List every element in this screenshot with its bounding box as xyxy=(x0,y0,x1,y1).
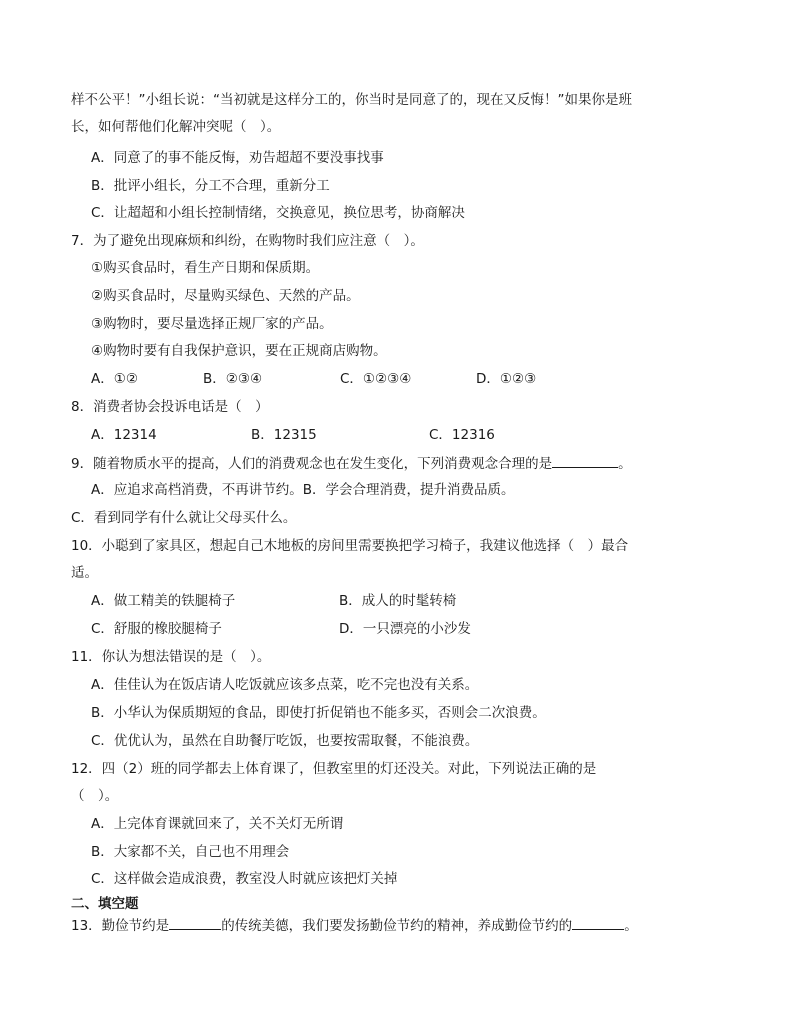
q7-item-4: ④购物时要有自我保护意识，要在正规商店购物。 xyxy=(91,343,387,359)
q10-option-d: D．一只漂亮的小沙发 xyxy=(339,621,471,637)
q9-options-ab: A．应追求高档消费，不再讲节约。B．学会合理消费，提升消费品质。 xyxy=(91,482,515,498)
q11-option-a: A．佳佳认为在饭店请人吃饭就应该多点菜，吃不完也没有关系。 xyxy=(91,677,479,693)
q10-stem-line2: 适。 xyxy=(71,565,98,581)
q11-option-b: B．小华认为保质期短的食品，即使打折促销也不能多买，否则会二次浪费。 xyxy=(91,705,546,721)
q13-text-2: 的传统美德，我们要发扬勤俭节约的精神，养成勤俭节约的 xyxy=(221,918,573,934)
q13-text-3: 。 xyxy=(624,918,638,934)
q6-option-b: B．批评小组长，分工不合理，重新分工 xyxy=(91,178,330,194)
q9-option-c: C．看到同学有什么就让父母买什么。 xyxy=(71,510,297,526)
q7-item-2: ②购买食品时，尽量购买绿色、天然的产品。 xyxy=(91,288,360,304)
q7-option-c: C．①②③④ xyxy=(340,371,412,387)
q10-option-b: B．成人的时髦转椅 xyxy=(339,593,457,609)
q6-stem-line1: 样不公平！”小组长说：“当初就是这样分工的，你当时是同意了的，现在又反悔！”如果你是班 xyxy=(71,92,632,108)
q10-stem-line1: 10．小聪到了家具区，想起自己木地板的房间里需要换把学习椅子，我建议他选择（ ）最合 xyxy=(71,538,629,554)
q12-option-b: B．大家都不关，自己也不用理会 xyxy=(91,844,290,860)
q9-stem-end: 。 xyxy=(618,456,632,472)
q7-item-1: ①购买食品时，看生产日期和保质期。 xyxy=(91,260,320,276)
q6-stem-line2: 长，如何帮他们化解冲突呢（ ）。 xyxy=(71,119,281,135)
q13-text-1: 13．勤俭节约是 xyxy=(71,918,170,934)
q13-blank-1[interactable] xyxy=(169,915,221,930)
q7-option-b: B．②③④ xyxy=(203,371,263,387)
q7-option-a: A．①② xyxy=(91,371,138,387)
q7-item-3: ③购物时，要尽量选择正规厂家的产品。 xyxy=(91,316,333,332)
q12-stem-line2: （ ）。 xyxy=(71,788,119,804)
q11-stem: 11．你认为想法错误的是（ ）。 xyxy=(71,649,271,665)
q10-option-c: C．舒服的橡胶腿椅子 xyxy=(91,621,222,637)
q13-blank-2[interactable] xyxy=(572,915,624,930)
q6-option-a: A．同意了的事不能反悔，劝告超超不要没事找事 xyxy=(91,150,384,166)
q9-stem xyxy=(71,453,632,474)
q9-answer-blank[interactable] xyxy=(552,453,618,468)
q13-stem xyxy=(71,915,638,936)
q10-option-a: A．做工精美的铁腿椅子 xyxy=(91,593,236,609)
q12-option-a: A．上完体育课就回来了，关不关灯无所谓 xyxy=(91,816,344,832)
q8-stem: 8．消费者协会投诉电话是（ ） xyxy=(71,399,269,415)
q12-stem-line1: 12．四（2）班的同学都去上体育课了，但教室里的灯还没关。对此，下列说法正确的是 xyxy=(71,761,597,777)
q8-option-a: A．12314 xyxy=(91,427,157,443)
q7-option-d: D．①②③ xyxy=(476,371,537,387)
q6-option-c: C．让超超和小组长控制情绪，交换意见，换位思考，协商解决 xyxy=(91,205,465,221)
q8-option-b: B．12315 xyxy=(251,427,317,443)
q8-option-c: C．12316 xyxy=(429,427,495,443)
q7-stem: 7．为了避免出现麻烦和纠纷，在购物时我们应注意（ ）。 xyxy=(71,233,424,249)
q11-option-c: C．优优认为，虽然在自助餐厅吃饭，也要按需取餐，不能浪费。 xyxy=(91,733,479,749)
q12-option-c: C．这样做会造成浪费，教室没人时就应该把灯关掉 xyxy=(91,871,398,887)
q9-stem-text: 9．随着物质水平的提高，人们的消费观念也在发生变化，下列消费观念合理的是 xyxy=(71,456,553,472)
section-title-fill-in: 二、填空题 xyxy=(71,896,139,912)
